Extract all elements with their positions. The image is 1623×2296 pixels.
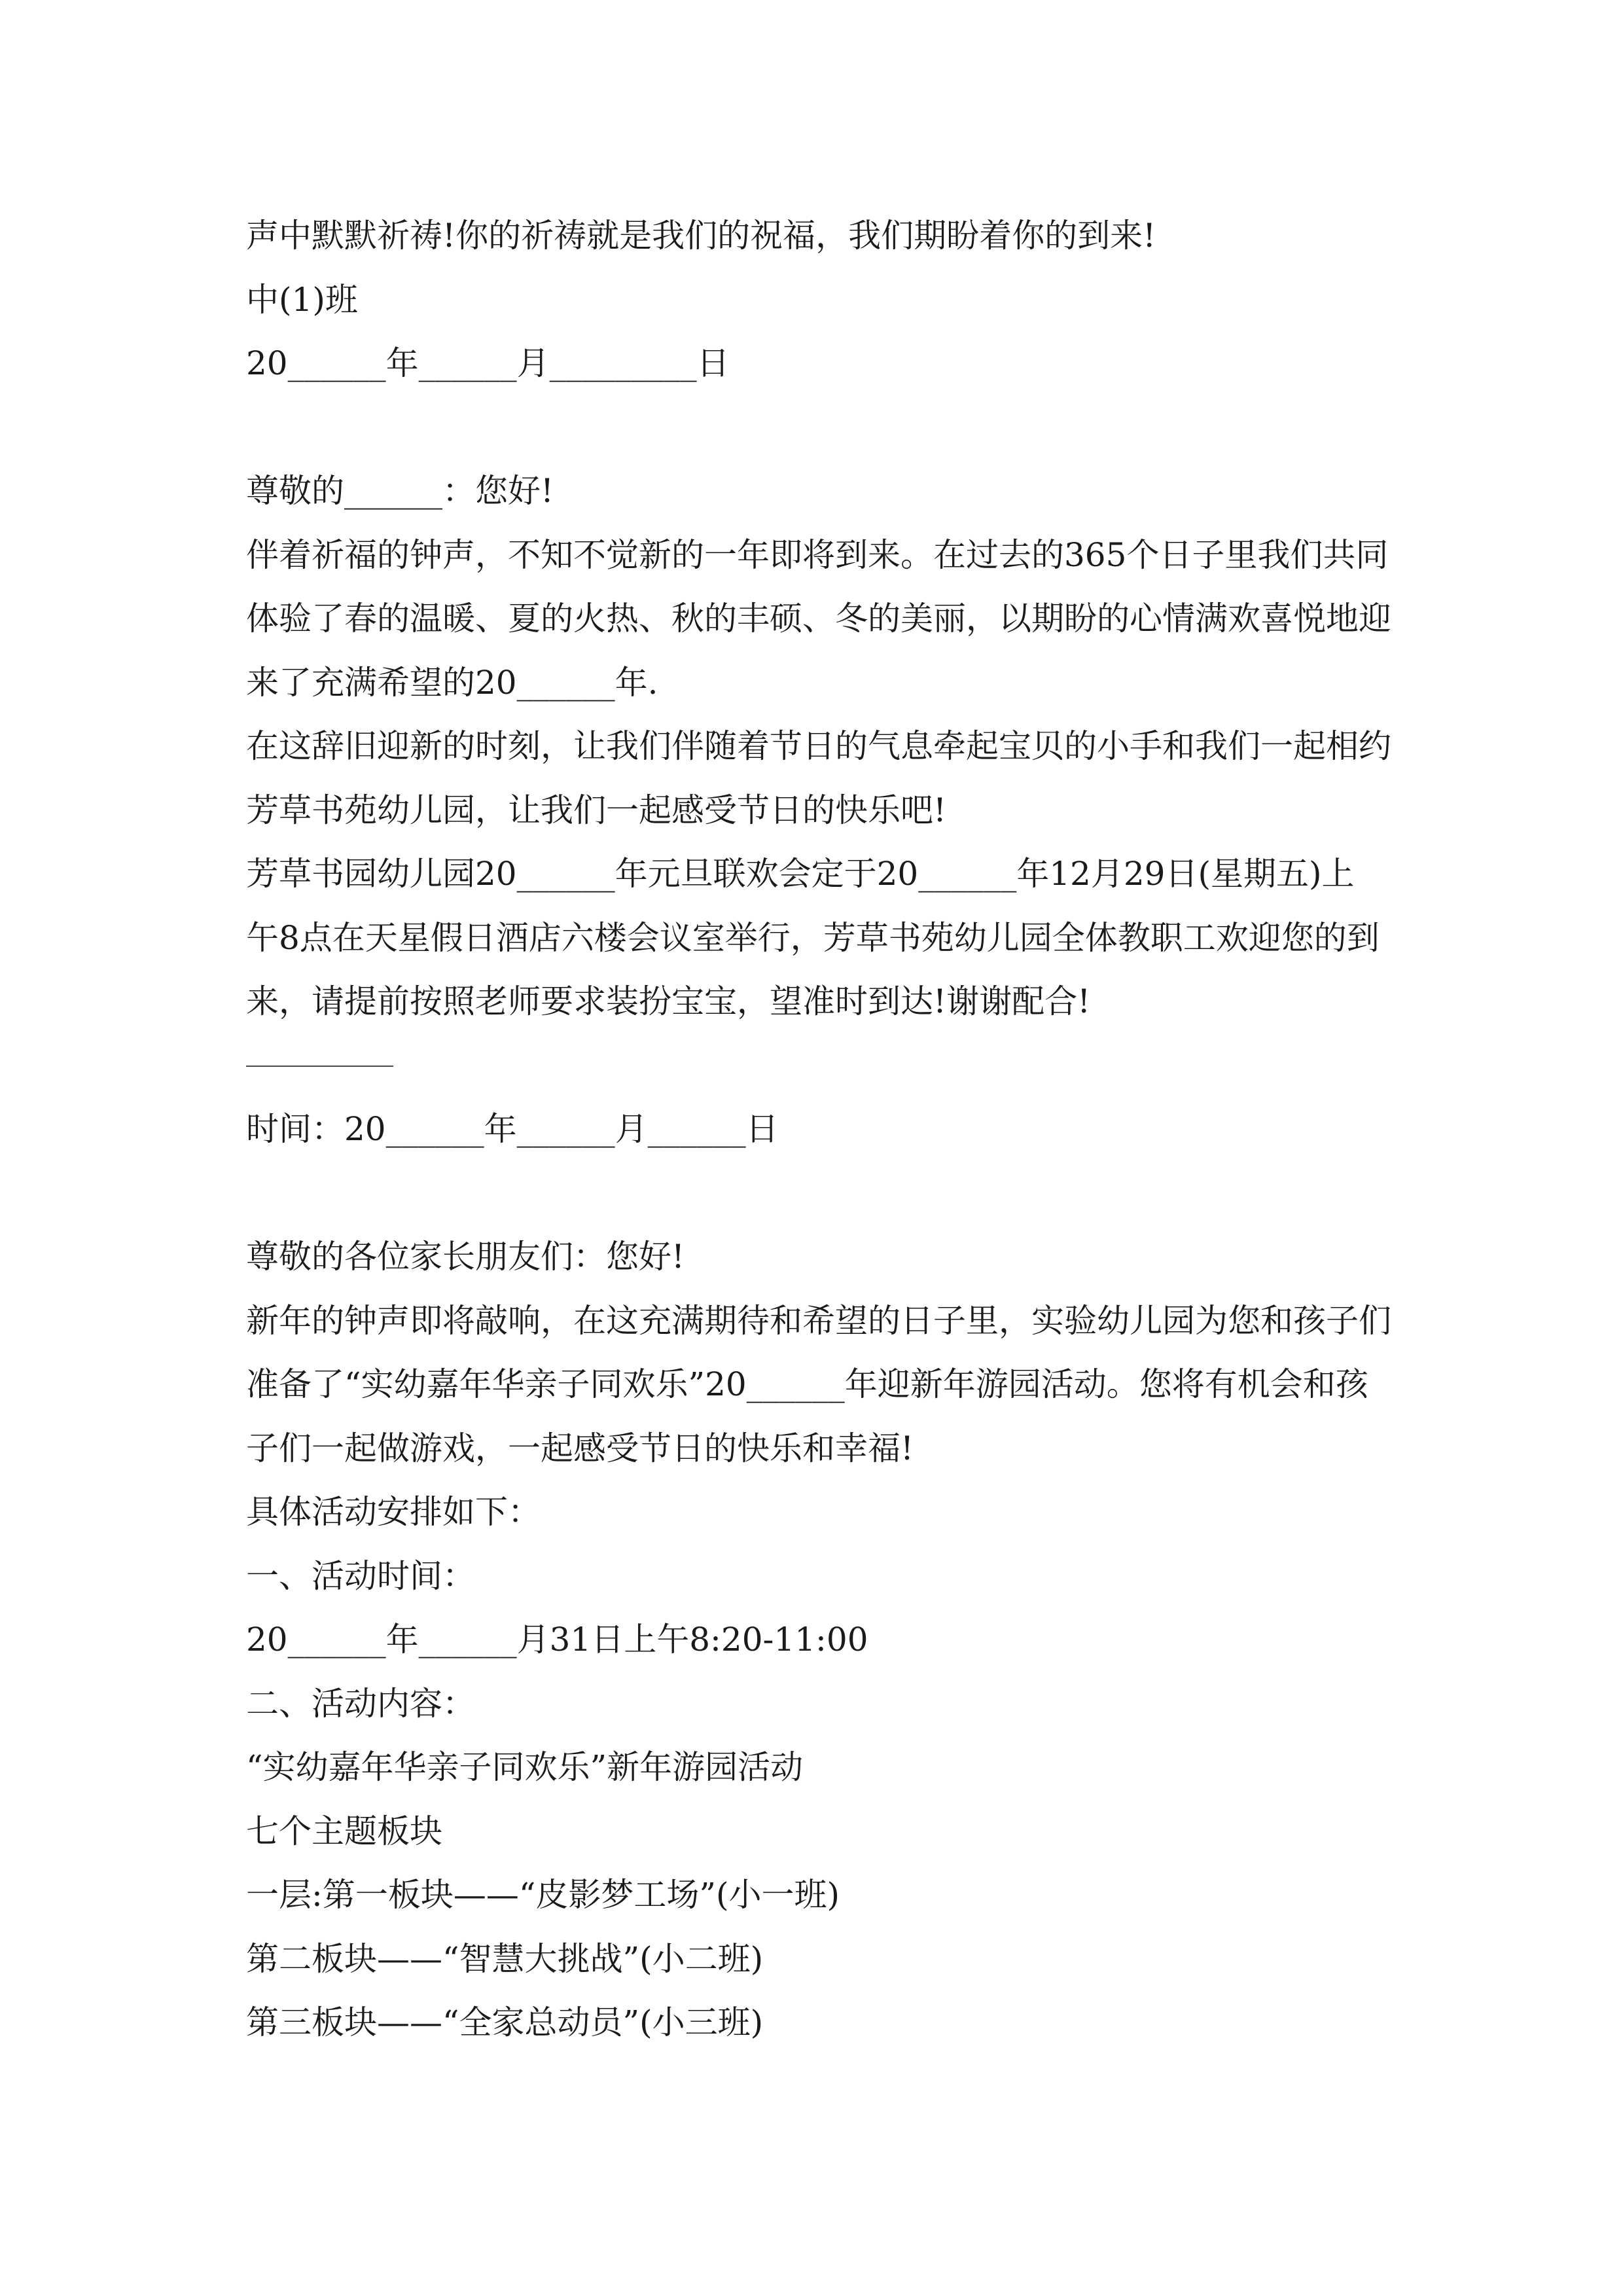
text-line: 来，请提前按照老师要求装扮宝宝，望准时到达!谢谢配合!: [246, 982, 1091, 1020]
signature-rule: [246, 1034, 1385, 1098]
horizontal-rule: [246, 1066, 393, 1067]
text-line: 准备了“实幼嘉年华亲子同欢乐”20______年迎新年游园活动。您将有机会和孩: [246, 1365, 1368, 1403]
greeting-line: 尊敬的______：您好!: [246, 472, 554, 510]
text-line: 午8点在天星假日酒店六楼会议室举行，芳草书苑幼儿园全体教职工欢迎您的到: [246, 918, 1380, 957]
text-line: 具体活动安排如下：: [246, 1493, 541, 1531]
list-item: 第二板块——“智慧大挑战”(小二班): [246, 1939, 764, 1978]
text-line: 20______年______月31日上午8:20-11:00: [246, 1621, 868, 1659]
time-line: 时间：20______年______月______日: [246, 1110, 779, 1148]
text-line: 体验了春的温暖、夏的火热、秋的丰硕、冬的美丽，以期盼的心情满欢喜悦地迎: [246, 600, 1391, 637]
blank-line: [246, 1162, 1385, 1226]
text-line: 在这辞旧迎新的时刻，让我们伴随着节日的气息牵起宝贝的小手和我们一起相约: [246, 727, 1391, 765]
list-item: 第三板块——“全家总动员”(小三班): [246, 2003, 764, 2041]
text-line: 芳草书苑幼儿园，让我们一起感受节日的快乐吧!: [246, 791, 947, 829]
section-heading: 二、活动内容：: [246, 1684, 475, 1723]
document-body: [246, 204, 1391, 2055]
text-line: 子们一起做游戏，一起感受节日的快乐和幸福!: [246, 1429, 914, 1467]
text-line: 伴着祈福的钟声，不知不觉新的一年即将到来。在过去的365个日子里我们共同: [246, 535, 1389, 574]
date-line: 20______年______月_________日: [246, 344, 730, 382]
text-line: 来了充满希望的20______年.: [246, 663, 658, 702]
text-line: “实幼嘉年华亲子同欢乐”新年游园活动: [246, 1748, 804, 1786]
text-line: 七个主题板块: [246, 1812, 442, 1850]
text-line: 芳草书园幼儿园20______年元旦联欢会定于20______年12月29日(星期五)上: [246, 855, 1355, 893]
class-signature: 中(1)班: [246, 280, 358, 319]
greeting-line: 尊敬的各位家长朋友们：您好!: [246, 1238, 685, 1276]
section-heading: 一、活动时间：: [246, 1556, 475, 1595]
list-item: 一层:第一板块——“皮影梦工场”(小一班): [246, 1876, 840, 1914]
blank-line: [246, 396, 1385, 460]
text-line: 新年的钟声即将敲响，在这充满期待和希望的日子里，实验幼儿园为您和孩子们: [246, 1301, 1391, 1340]
text-line: 声中默默祈祷!你的祈祷就是我们的祝福，我们期盼着你的到来!: [246, 217, 1156, 255]
